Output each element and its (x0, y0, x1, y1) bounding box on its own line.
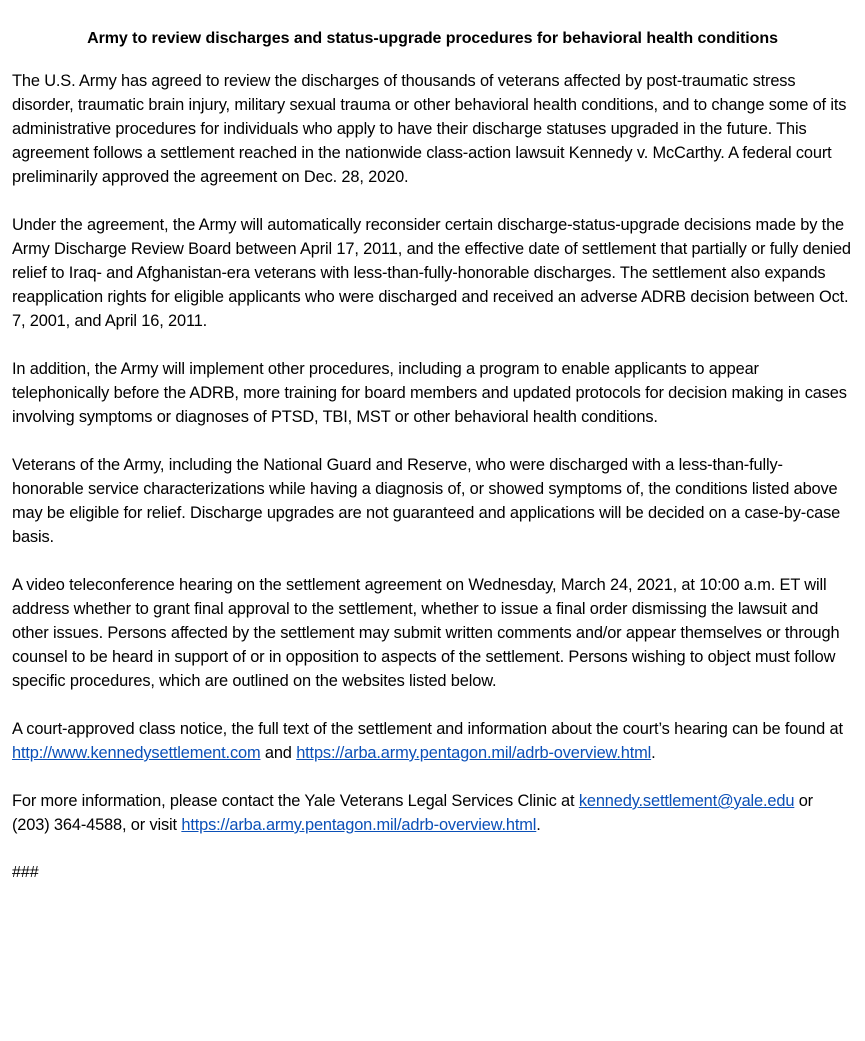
contact-email-link[interactable]: kennedy.settlement@yale.edu (578, 792, 795, 810)
kennedy-settlement-link[interactable]: http://www.kennedysettlement.com (12, 744, 261, 762)
paragraph-procedures: In addition, the Army will implement other procedures, including a program to enable applicants to appear telephonically before the ADRB, more training for board members and updated protocols for decision making in cases involving symptoms or diagnoses of PTSD, TBI, MST or other behavioral health conditions. (12, 360, 847, 426)
paragraph-intro: The U.S. Army has agreed to review the discharges of thousands of veterans affected by post-traumatic stress disorder, traumatic brain injury, military sexual trauma or other behavioral health conditions, and to change some of its administrative procedures for individuals who apply to have their discharge statuses upgraded in the future. This agreement follows a settlement reached in the nationwide class-action lawsuit Kennedy v. McCarthy. A federal court preliminarily approved the agreement on Dec. 28, 2020. (12, 72, 847, 186)
document-title: Army to review discharges and status-upgrade procedures for behavioral health conditions (87, 30, 778, 47)
paragraph-agreement: Under the agreement, the Army will automatically reconsider certain discharge-status-upgrade decisions made by the Army Discharge Review Board between April 17, 2011, and the effective date of settlement that partially or fully denied relief to Iraq- and Afghanistan-era veterans with less-than-fully-honorable discharges. The settlement also expands reapplication rights for eligible applicants who were discharged and received an adverse ADRB decision between Oct. 7, 2001, and April 16, 2011. (12, 216, 851, 330)
contact-text-after: . (536, 816, 541, 834)
paragraph-hearing: A video teleconference hearing on the settlement agreement on Wednesday, March 24, 2021, at 10:00 a.m. ET will address whether to grant final approval to the settlement, whether to issue a final order dismissing the lawsuit and other issues. Persons affected by the settlement may submit written comments and/or appear themselves or through counsel to be heard in support of or in opposition to aspects of the settlement. Persons wishing to object must follow specific procedures, which are outlined on the websites listed below. (12, 576, 840, 690)
contact-text-middle: or (203) 364-4588, or visit (12, 792, 813, 834)
resources-text-after: . (651, 744, 656, 762)
contact-text-before: For more information, please contact the Yale Veterans Legal Services Clinic at (12, 792, 579, 810)
paragraph-contact (12, 789, 853, 837)
resources-text-middle: and (260, 744, 297, 762)
paragraph-eligibility: Veterans of the Army, including the National Guard and Reserve, who were discharged with a less-than-fully-honorable service characterizations while having a diagnosis of, or showed symptoms of, the conditions listed above may be eligible for relief. Discharge upgrades are not guaranteed and applications will be decided on a case-by-case basis. (12, 456, 841, 546)
adrb-overview-link[interactable]: https://arba.army.pentagon.mil/adrb-overview.html (296, 744, 652, 762)
paragraph-resources (12, 717, 853, 765)
contact-adrb-overview-link[interactable]: https://arba.army.pentagon.mil/adrb-overview.html (181, 816, 537, 834)
end-mark: ### (12, 864, 39, 881)
resources-text-before: A court-approved class notice, the full text of the settlement and information about the court’s hearing can be found at (12, 720, 843, 738)
